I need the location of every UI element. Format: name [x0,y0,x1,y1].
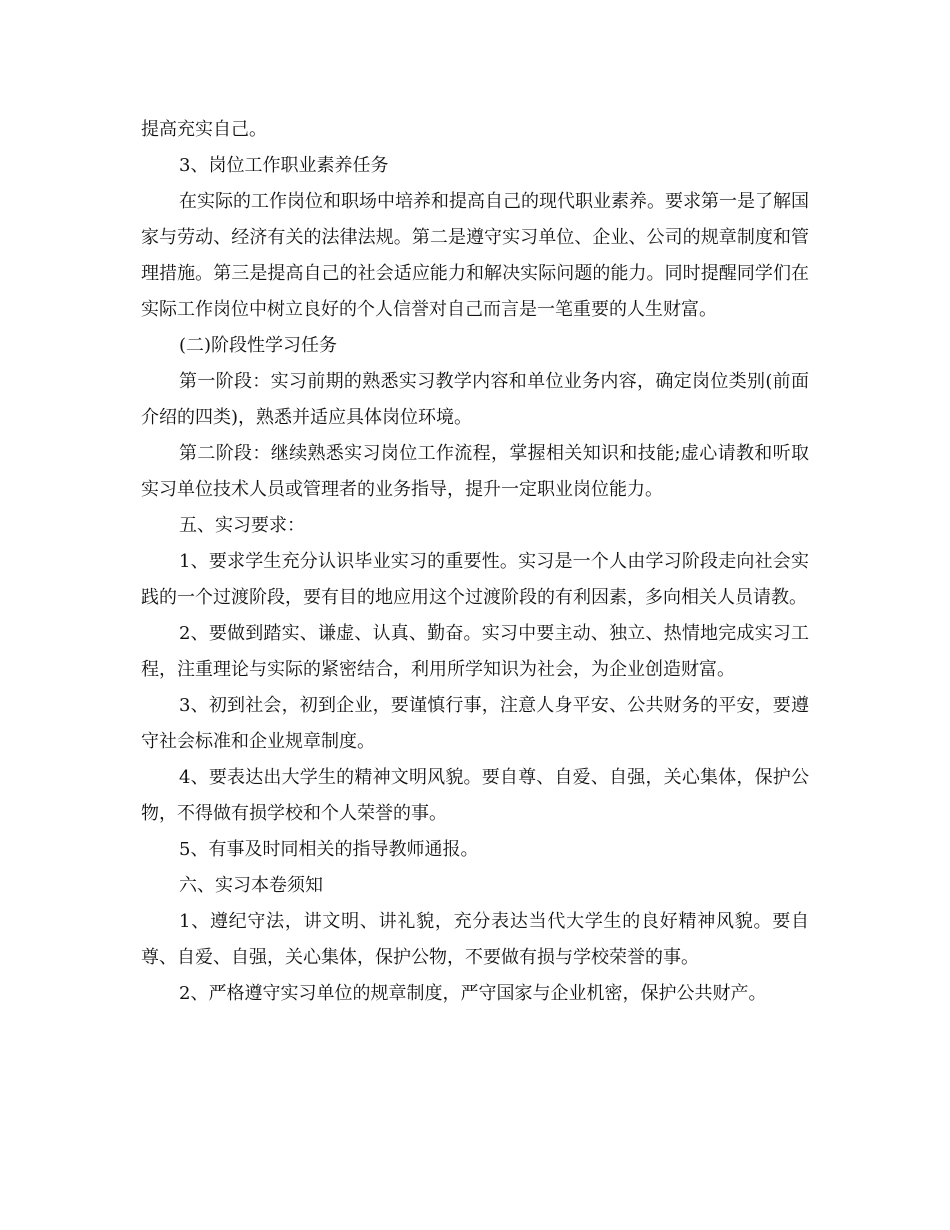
requirement-item: 4、要表达出大学生的精神文明风貌。要自尊、自爱、自强，关心集体，保护公物，不得做有损学校和个人荣誉的事。 [141,767,809,824]
heading-internship-notes: 六、实习本卷须知 [179,875,323,896]
requirement-item: 3、初到社会，初到企业，要谨慎行事，注意人身平安、公共财务的平安，要遵守社会标准和企业规章制度。 [141,695,809,752]
note-item: 1、遵纪守法，讲文明、讲礼貌，充分表达当代大学生的良好精神风貌。要自尊、自爱、自强，关心集体，保护公物，不要做有损与学校荣誉的事。 [141,911,809,968]
paragraph-phase-one: 第一阶段：实习前期的熟悉实习教学内容和单位业务内容，确定岗位类别(前面介绍的四类)，熟悉并适应具体岗位环境。 [141,371,809,428]
paragraph-phase-two: 第二阶段：继续熟悉实习岗位工作流程，掌握相关知识和技能;虚心请教和听取实习单位技术人员或管理者的业务指导，提升一定职业岗位能力。 [141,443,809,500]
paragraph-job-literacy: 在实际的工作岗位和职场中培养和提高自己的现代职业素养。要求第一是了解国家与劳动、经济有关的法律法规。第二是遵守实习单位、企业、公司的规章制度和管理措施。第三是提高自己的社会适应能力和解决实际问题的能力。同时提醒同学们在实际工作岗位中树立良好的个人信誉对自己而言是一笔重要的人生财富。 [141,191,809,320]
document-page [141,112,809,1012]
heading-job-literacy-task: 3、岗位工作职业素养任务 [179,155,389,176]
requirement-item: 1、要求学生充分认识毕业实习的重要性。实习是一个人由学习阶段走向社会实践的一个过渡阶段，要有目的地应用这个过渡阶段的有利因素，多向相关人员请教。 [141,551,809,608]
requirement-item: 2、要做到踏实、谦虚、认真、勤奋。实习中要主动、独立、热情地完成实习工程，注重理论与实际的紧密结合，利用所学知识为社会，为企业创造财富。 [141,623,809,680]
heading-internship-requirements: 五、实习要求： [179,515,305,536]
note-item: 2、严格遵守实习单位的规章制度，严守国家与企业机密，保护公共财产。 [179,983,767,1004]
heading-phased-learning: (二)阶段性学习任务 [179,335,338,356]
requirement-item: 5、有事及时同相关的指导教师通报。 [179,839,479,860]
paragraph-continuation: 提高充实自己。 [141,119,267,140]
